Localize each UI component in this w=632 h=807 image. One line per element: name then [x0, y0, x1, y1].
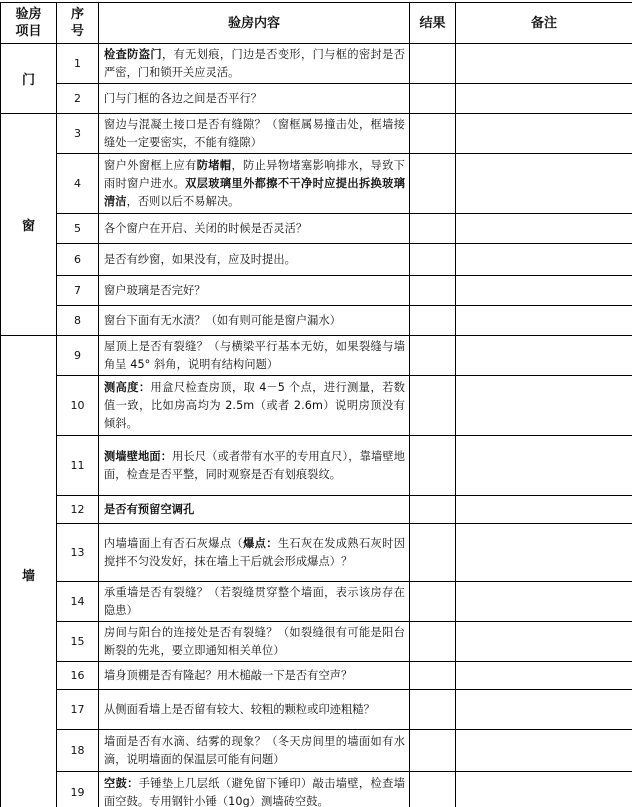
- table-row: [1, 244, 632, 276]
- row-number: 9: [57, 336, 99, 376]
- row-number: 16: [57, 662, 99, 690]
- table-row: [1, 376, 632, 436]
- row-content: [99, 214, 410, 244]
- row-number: 8: [57, 306, 99, 336]
- result-cell[interactable]: [410, 306, 456, 336]
- remark-cell[interactable]: [456, 772, 632, 807]
- row-content: [99, 84, 410, 114]
- result-cell[interactable]: [410, 84, 456, 114]
- table-row: [1, 582, 632, 622]
- content-text: 墙面是否有水滴、结雾的现象？（冬天房间里的墙面如有水滴，说明墙面的保温层可能有问题）: [104, 734, 405, 766]
- row-number: 1: [57, 44, 99, 84]
- table-row: [1, 84, 632, 114]
- result-cell[interactable]: [410, 524, 456, 582]
- row-content: [99, 524, 410, 582]
- row-number: 7: [57, 276, 99, 306]
- result-cell[interactable]: [410, 244, 456, 276]
- header-item: 验房 项目: [1, 3, 57, 44]
- table-row: [1, 690, 632, 730]
- table-row: [1, 306, 632, 336]
- result-cell[interactable]: [410, 376, 456, 436]
- content-text: ，否则以后不易解决。: [126, 194, 240, 208]
- table-row: [1, 336, 632, 376]
- table-row: [1, 154, 632, 214]
- table-row: [1, 276, 632, 306]
- row-content: [99, 276, 410, 306]
- row-number: 14: [57, 582, 99, 622]
- content-emphasis: 双层玻璃里外都擦不干净时应提出拆换玻璃清洁: [104, 176, 405, 208]
- content-emphasis: 爆点：: [243, 536, 278, 550]
- header-result: 结果: [410, 3, 456, 44]
- header-row: [1, 3, 632, 44]
- result-cell[interactable]: [410, 336, 456, 376]
- table-row: [1, 772, 632, 807]
- content-text: 是否有纱窗，如果没有，应及时提出。: [104, 252, 296, 266]
- table-row: [1, 436, 632, 496]
- table-row: [1, 44, 632, 84]
- result-cell[interactable]: [410, 214, 456, 244]
- content-emphasis: 测高度：: [104, 380, 151, 394]
- remark-cell[interactable]: [456, 622, 632, 662]
- result-cell[interactable]: [410, 436, 456, 496]
- row-number: 13: [57, 524, 99, 582]
- row-content: [99, 436, 410, 496]
- result-cell[interactable]: [410, 772, 456, 807]
- row-content: [99, 662, 410, 690]
- row-content: [99, 582, 410, 622]
- table-row: [1, 214, 632, 244]
- remark-cell[interactable]: [456, 730, 632, 772]
- remark-cell[interactable]: [456, 44, 632, 84]
- content-text: 从侧面看墙上是否留有较大、较粗的颗粒或印迹粗糙？: [104, 702, 375, 716]
- result-cell[interactable]: [410, 44, 456, 84]
- header-content: 验房内容: [99, 3, 410, 44]
- row-number: 6: [57, 244, 99, 276]
- remark-cell[interactable]: [456, 214, 632, 244]
- content-emphasis: 防堵帽: [196, 158, 232, 172]
- content-text: 窗边与混凝土接口是否有缝隙？（窗框属易撞击处，框墙接缝处一定要密实，不能有缝隙）: [104, 117, 405, 149]
- row-number: 19: [57, 772, 99, 807]
- content-text: 墙身顶棚是否有隆起？用木槌敲一下是否有空声？: [104, 668, 353, 682]
- result-cell[interactable]: [410, 662, 456, 690]
- table-row: [1, 622, 632, 662]
- row-content: [99, 114, 410, 154]
- remark-cell[interactable]: [456, 244, 632, 276]
- row-number: 3: [57, 114, 99, 154]
- content-text: ，防止异物堵塞影响排水，导致下雨时窗户进水。: [104, 158, 405, 190]
- remark-cell[interactable]: [456, 524, 632, 582]
- row-number: 18: [57, 730, 99, 772]
- result-cell[interactable]: [410, 496, 456, 524]
- row-number: 11: [57, 436, 99, 496]
- content-text: 承重墙是否有裂缝？（若裂缝贯穿整个墙面，表示该房存在隐患）: [104, 585, 405, 617]
- content-text: 手锤垫上几层纸（避免留下锤印）敲击墙壁，检查墙面空鼓。专用钢针小锤（10g）测墙砖空鼓。: [104, 776, 405, 807]
- content-text: 各个窗户在开启、关闭的时候是否灵活？: [104, 221, 308, 235]
- result-cell[interactable]: [410, 154, 456, 214]
- table-row: [1, 662, 632, 690]
- content-text: 用长尺（或者带有水平的专用直尺），靠墙壁地面，检查是否平整，同时观察是否有划痕裂纹。: [104, 449, 405, 481]
- remark-cell[interactable]: [456, 306, 632, 336]
- content-text: ，有无划痕，门边是否变形，门与框的密封是否严密，门和锁开关应灵活。: [104, 47, 405, 79]
- category-wall: 墙: [1, 336, 57, 807]
- content-text: 生石灰在发成熟石灰时因搅拌不匀没发好，抹在墙上干后就会形成爆点）？: [104, 536, 405, 568]
- content-text: 门与门框的各边之间是否平行？: [104, 91, 263, 105]
- content-emphasis: 检查防盗门: [104, 47, 162, 61]
- table-row: [1, 496, 632, 524]
- row-content: [99, 496, 410, 524]
- content-text: 房间与阳台的连接处是否有裂缝？（如裂缝很有可能是阳台断裂的先兆，要立即通知相关单位）: [104, 625, 405, 657]
- result-cell[interactable]: [410, 582, 456, 622]
- header-remark: 备注: [456, 3, 632, 44]
- remark-cell[interactable]: [456, 662, 632, 690]
- content-emphasis: 空鼓：: [104, 776, 139, 790]
- table-row: [1, 114, 632, 154]
- category-window: 窗: [1, 114, 57, 336]
- remark-cell[interactable]: [456, 376, 632, 436]
- content-emphasis: 测墙壁地面：: [104, 449, 173, 463]
- row-content: [99, 376, 410, 436]
- remark-cell[interactable]: [456, 114, 632, 154]
- inspection-table: [0, 2, 632, 807]
- row-content: [99, 730, 410, 772]
- row-number: 15: [57, 622, 99, 662]
- category-door: 门: [1, 44, 57, 114]
- content-text: 窗户外窗框上应有: [104, 158, 197, 172]
- remark-cell[interactable]: [456, 582, 632, 622]
- remark-cell[interactable]: [456, 276, 632, 306]
- row-number: 10: [57, 376, 99, 436]
- remark-cell[interactable]: [456, 336, 632, 376]
- table-row: [1, 730, 632, 772]
- remark-cell[interactable]: [456, 496, 632, 524]
- row-content: [99, 772, 410, 807]
- row-content: [99, 336, 410, 376]
- result-cell[interactable]: [410, 730, 456, 772]
- remark-cell[interactable]: [456, 154, 632, 214]
- content-text: 屋顶上是否有裂缝？（与横梁平行基本无妨，如果裂缝与墙角呈 45° 斜角，说明有结构问题）: [104, 339, 405, 371]
- header-no: 序 号: [57, 3, 99, 44]
- row-content: [99, 44, 410, 84]
- content-text: 窗户玻璃是否完好？: [104, 283, 206, 297]
- content-text: 用盒尺检查房顶，取 4－5 个点，进行测量，若数值一致，比如房高均为 2.5m（或者 2.6m）说明房顶没有倾斜。: [104, 380, 405, 430]
- remark-cell[interactable]: [456, 84, 632, 114]
- row-number: 17: [57, 690, 99, 730]
- result-cell[interactable]: [410, 114, 456, 154]
- result-cell[interactable]: [410, 690, 456, 730]
- row-content: [99, 690, 410, 730]
- row-content: [99, 622, 410, 662]
- row-content: [99, 244, 410, 276]
- row-number: 5: [57, 214, 99, 244]
- row-number: 4: [57, 154, 99, 214]
- content-text: 窗台下面有无水渍？（如有则可能是窗户漏水）: [104, 313, 342, 327]
- result-cell[interactable]: [410, 276, 456, 306]
- row-content: [99, 306, 410, 336]
- content-emphasis: 是否有预留空调孔: [104, 502, 195, 516]
- table-row: [1, 524, 632, 582]
- remark-cell[interactable]: [456, 690, 632, 730]
- remark-cell[interactable]: [456, 436, 632, 496]
- result-cell[interactable]: [410, 622, 456, 662]
- row-number: 2: [57, 84, 99, 114]
- row-number: 12: [57, 496, 99, 524]
- content-text: 内墙墙面上有否石灰爆点（: [104, 536, 244, 550]
- row-content: [99, 154, 410, 214]
